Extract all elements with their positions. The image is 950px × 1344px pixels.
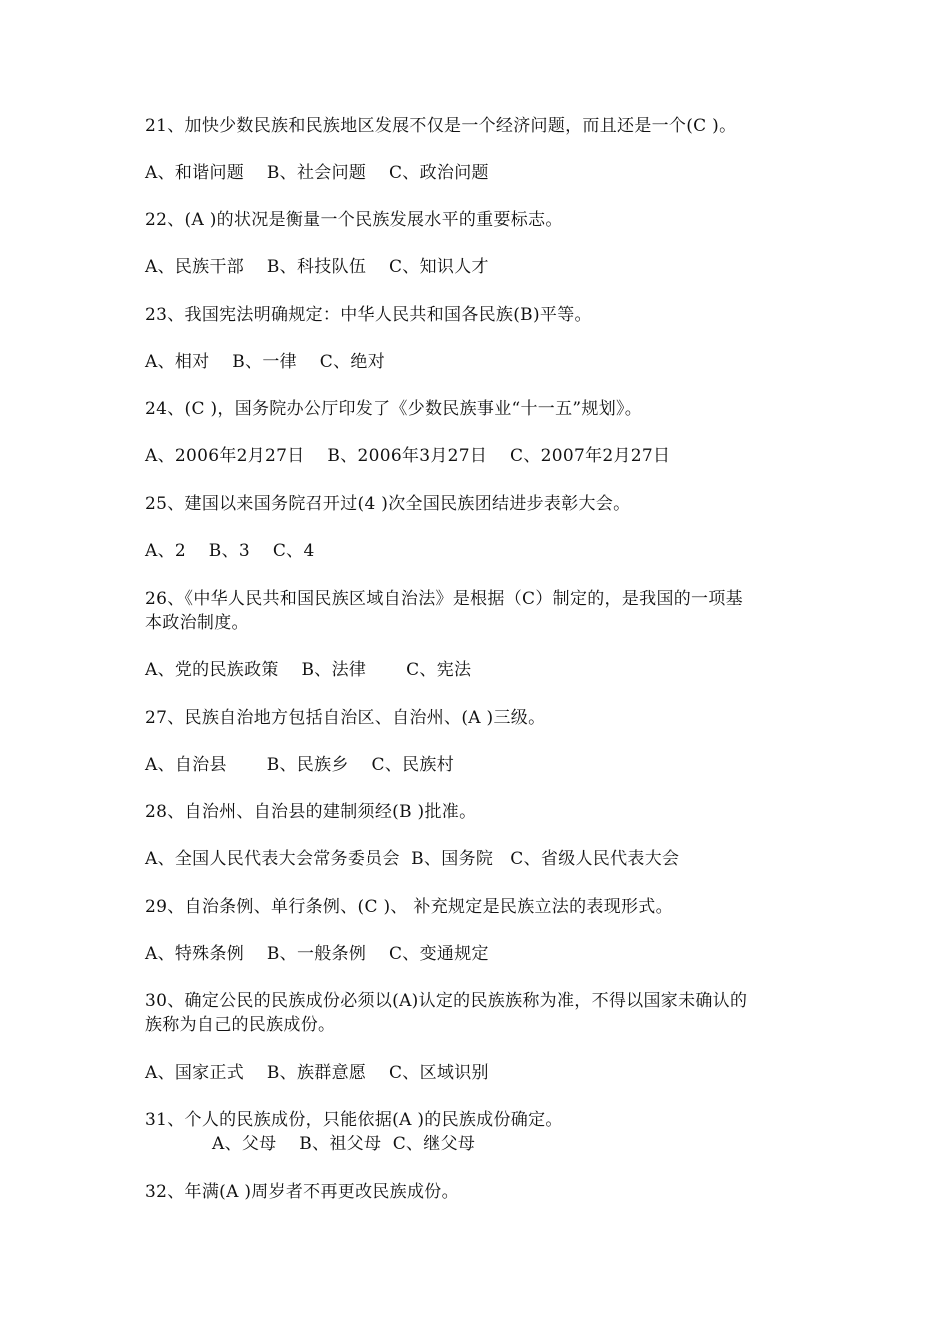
question-27: 27、民族自治地方包括自治区、自治州、(A )三级。 bbox=[145, 708, 546, 728]
question-29: 29、自治条例、单行条例、(C )、 补充规定是民族立法的表现形式。 bbox=[145, 897, 673, 917]
question-22: 22、(A )的状况是衡量一个民族发展水平的重要标志。 bbox=[145, 210, 563, 230]
options-26: A、党的民族政策 B、法律 C、宪法 bbox=[145, 660, 472, 680]
options-29: A、特殊条例 B、一般条例 C、变通规定 bbox=[145, 944, 489, 964]
question-26-cont: 本政治制度。 bbox=[145, 613, 249, 633]
question-23: 23、我国宪法明确规定：中华人民共和国各民族(B)平等。 bbox=[145, 305, 592, 325]
options-30: A、国家正式 B、族群意愿 C、区域识别 bbox=[145, 1063, 489, 1083]
options-22: A、民族干部 B、科技队伍 C、知识人才 bbox=[145, 257, 489, 277]
options-31: A、父母 B、祖父母 C、继父母 bbox=[212, 1134, 476, 1154]
question-30: 30、确定公民的民族成份必须以(A)认定的民族族称为准，不得以国家未确认的 bbox=[145, 991, 748, 1011]
question-30-cont: 族称为自己的民族成份。 bbox=[145, 1015, 336, 1035]
options-27: A、自治县 B、民族乡 C、民族村 bbox=[145, 755, 455, 775]
question-28: 28、自治州、自治县的建制须经(B )批准。 bbox=[145, 802, 477, 822]
question-24: 24、(C )，国务院办公厅印发了《少数民族事业“十一五”规划》。 bbox=[145, 399, 643, 419]
options-28: A、全国人民代表大会常务委员会 B、国务院 C、省级人民代表大会 bbox=[145, 849, 680, 869]
options-21: A、和谐问题 B、社会问题 C、政治问题 bbox=[145, 163, 489, 183]
question-25: 25、建国以来国务院召开过(4 )次全国民族团结进步表彰大会。 bbox=[145, 494, 631, 514]
question-21: 21、加快少数民族和民族地区发展不仅是一个经济问题，而且还是一个(C )。 bbox=[145, 116, 737, 136]
question-26: 26、《中华人民共和国民族区域自治法》是根据（C）制定的，是我国的一项基 bbox=[145, 589, 743, 609]
options-25: A、2 B、3 C、4 bbox=[145, 541, 315, 561]
question-31: 31、个人的民族成份，只能依据(A )的民族成份确定。 bbox=[145, 1110, 563, 1130]
question-32: 32、年满(A )周岁者不再更改民族成份。 bbox=[145, 1182, 459, 1202]
options-24: A、2006年2月27日 B、2006年3月27日 C、2007年2月27日 bbox=[145, 446, 671, 466]
options-23: A、相对 B、一律 C、绝对 bbox=[145, 352, 386, 372]
